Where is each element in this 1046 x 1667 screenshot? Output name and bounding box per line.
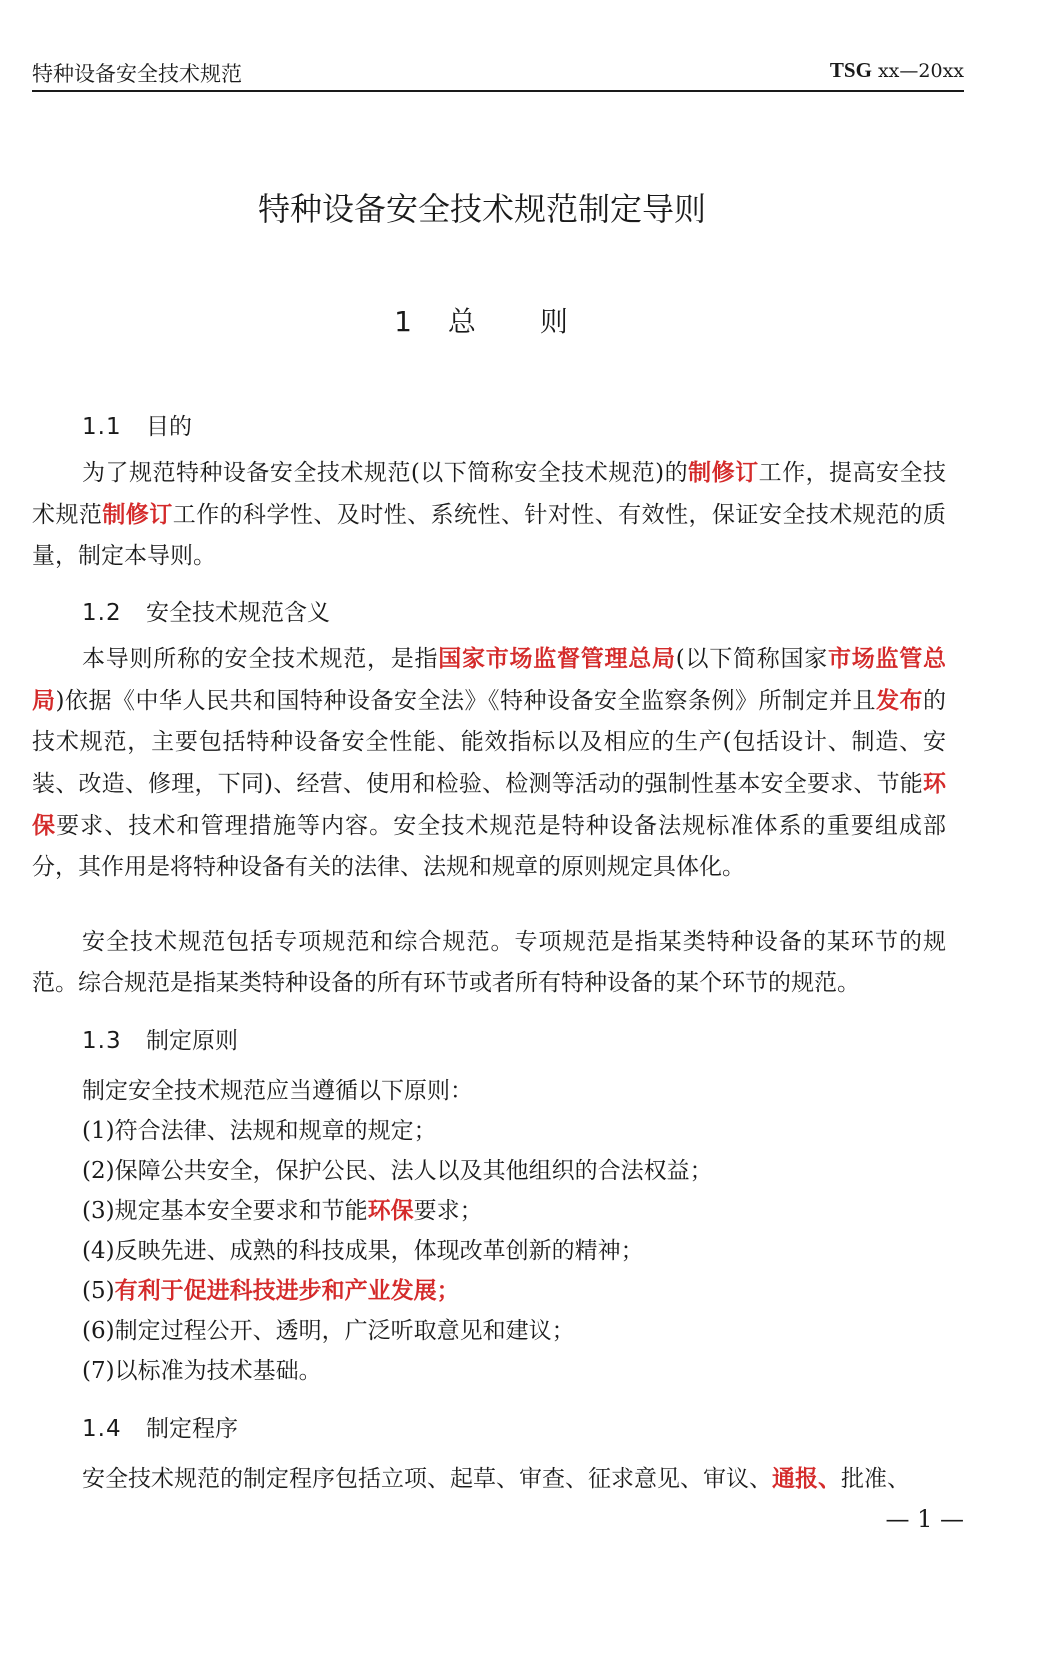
section-heading-1-3 [82, 1022, 238, 1055]
section-title: 制定程序 [146, 1416, 238, 1442]
chapter-title-char-2: 则 [539, 305, 570, 338]
section-heading-1-4 [82, 1410, 238, 1443]
section-title: 制定原则 [146, 1028, 238, 1054]
section-number: 1.2 [82, 600, 122, 626]
section-number: 1.4 [82, 1416, 122, 1442]
principle-item-5: (5)有利于促进科技进步和产业发展； [82, 1277, 460, 1304]
document-code [830, 58, 964, 83]
paragraph-scope: 安全技术规范包括专项规范和综合规范。专项规范是指某类特种设备的某环节的规范。综合规范是指某类特种设备的所有环节或者所有特种设备的某个环节的规范。 [32, 929, 946, 996]
principle-item-2: (2)保障公共安全，保护公民、法人以及其他组织的合法权益； [82, 1158, 713, 1184]
section-heading-1-1 [82, 408, 192, 441]
chapter-title-char-1: 总 [447, 305, 478, 338]
section-title: 目的 [146, 414, 192, 440]
principles-intro: 制定安全技术规范应当遵循以下原则： [82, 1078, 473, 1104]
section-heading-1-2 [82, 594, 330, 627]
principle-item-1: (1)符合法律、法规和规章的规定； [82, 1118, 437, 1144]
principle-item-3: (3)规定基本安全要求和节能环保要求； [82, 1197, 483, 1224]
highlight-text: 制修订 [688, 459, 759, 486]
section-title: 安全技术规范含义 [146, 600, 330, 626]
header-rule [32, 90, 964, 92]
document-code-number: xx—20xx [871, 60, 964, 82]
highlight-text: 国家市场监督管理总局 [438, 645, 676, 672]
highlight-text: 制修订 [102, 501, 173, 528]
highlight-text: 市场监管总局 [32, 645, 947, 714]
paragraph-purpose: 为了规范特种设备安全技术规范(以下简称安全技术规范)的制修订工作，提高安全技术规范制修订工作的科学性、及时性、系统性、针对性、有效性，保证安全技术规范的质量，制定本导则。 [32, 459, 947, 569]
document-code-prefix: TSG [829, 58, 872, 82]
highlight-text: 环保 [32, 770, 946, 839]
highlight-text: 有利于促进科技进步和产业发展； [114, 1277, 460, 1304]
section-number: 1.3 [82, 1028, 122, 1054]
highlight-text: 通报、 [772, 1465, 841, 1492]
running-header-title: 特种设备安全技术规范 [32, 62, 242, 86]
section-number: 1.1 [82, 414, 122, 440]
chapter-number: 1 [394, 305, 414, 338]
document-title: 特种设备安全技术规范制定导则 [257, 190, 706, 228]
highlight-text: 环保 [367, 1197, 414, 1224]
paragraph-definition: 本导则所称的安全技术规范，是指国家市场监督管理总局(以下简称国家市场监管总局)依据《中华人民共和国特种设备安全法》《特种设备安全监察条例》所制定并且发布的技术规范，主要包括特种设备安全性能、能效指标以及相应的生产(包括设计、制造、安装、改造、修理，下同)、经营、使用和检验、检测等活动的强制性基本安全要求、节能环保要求、技术和管理措施等内容。安全技术规范是特种设备法规标准体系的重要组成部分，其作用是将特种设备有关的法律、法规和规章的原则规定具体化。 [32, 645, 947, 880]
principle-item-6: (6)制定过程公开、透明，广泛听取意见和建议； [82, 1318, 575, 1344]
highlight-text: 发布 [876, 687, 924, 714]
page-number: — 1 — [885, 1505, 964, 1533]
principle-item-7: (7)以标准为技术基础。 [82, 1358, 322, 1384]
chapter-heading [0, 300, 964, 340]
principle-item-4: (4)反映先进、成熟的科技成果，体现改革创新的精神； [82, 1238, 644, 1264]
paragraph-procedure: 安全技术规范的制定程序包括立项、起草、审查、征求意见、审议、通报、批准、 [82, 1465, 910, 1492]
